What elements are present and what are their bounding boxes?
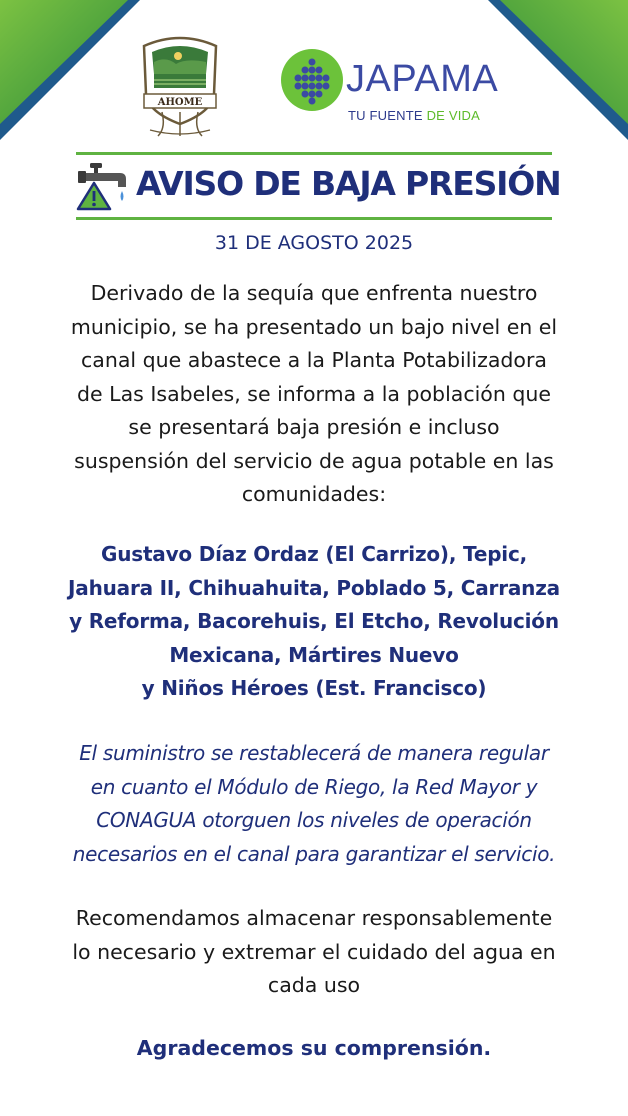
text-line: CONAGUA otorguen los niveles de operación xyxy=(96,808,532,832)
communities-list xyxy=(30,538,598,706)
text-line: de Las Isabeles, se informa a la población que xyxy=(77,381,551,406)
text-line: canal que abastece a la Planta Potabilizadora xyxy=(81,348,547,372)
japama-logo xyxy=(280,48,540,128)
text-line: Jahuara II, Chihuahuita, Poblado 5, Carranza xyxy=(68,575,560,600)
title-rule-top xyxy=(76,152,552,155)
ahome-logo xyxy=(132,32,228,140)
water-tap-warning-icon xyxy=(76,161,128,211)
corner-decoration-left xyxy=(0,0,140,140)
recommendation-paragraph xyxy=(40,902,588,1003)
text-line: en cuanto el Módulo de Riego, la Red Mayor y xyxy=(90,774,538,799)
text-line: municipio, se ha presentado un bajo nivel en el xyxy=(70,314,558,339)
text-line: comunidades: xyxy=(241,482,387,506)
title-rule-bottom xyxy=(76,217,552,220)
restoration-note xyxy=(30,737,598,871)
notice-date: 31 DE AGOSTO 2025 xyxy=(214,232,414,254)
japama-drop-icon xyxy=(280,48,344,112)
thanks-message: Agradecemos su comprensión. xyxy=(136,1036,492,1060)
text-line: Derivado de la sequía que enfrenta nuestro xyxy=(90,281,538,305)
text-line: suspensión del servicio de agua potable en las xyxy=(74,448,554,473)
text-line: cada uso xyxy=(267,973,361,997)
text-line: lo necesario y extremar el cuidado del agua en xyxy=(72,939,556,964)
text-line: Gustavo Díaz Ordaz (El Carrizo), Tepic, xyxy=(100,542,528,566)
text-line: Recomendamos almacenar responsablemente xyxy=(75,906,553,930)
japama-name: JAPAMA xyxy=(346,58,499,100)
text-line: y Niños Héroes (Est. Francisco) xyxy=(141,676,487,700)
text-line: se presentará baja presión e incluso xyxy=(128,415,500,439)
text-line: y Reforma, Bacorehuis, El Etcho, Revolución xyxy=(69,609,559,633)
intro-paragraph xyxy=(40,277,588,512)
svg-text:AHOME: AHOME xyxy=(157,97,203,108)
text-line: El suministro se restablecerá de manera regular xyxy=(79,741,549,765)
japama-slogan: TU FUENTE DE VIDA xyxy=(348,108,480,123)
text-line: necesarios en el canal para garantizar el servicio. xyxy=(72,841,556,866)
text-line: Mexicana, Mártires Nuevo xyxy=(169,642,459,667)
notice-title-bar xyxy=(76,152,561,220)
notice-title: AVISO DE BAJA PRESIÓN xyxy=(136,164,561,203)
